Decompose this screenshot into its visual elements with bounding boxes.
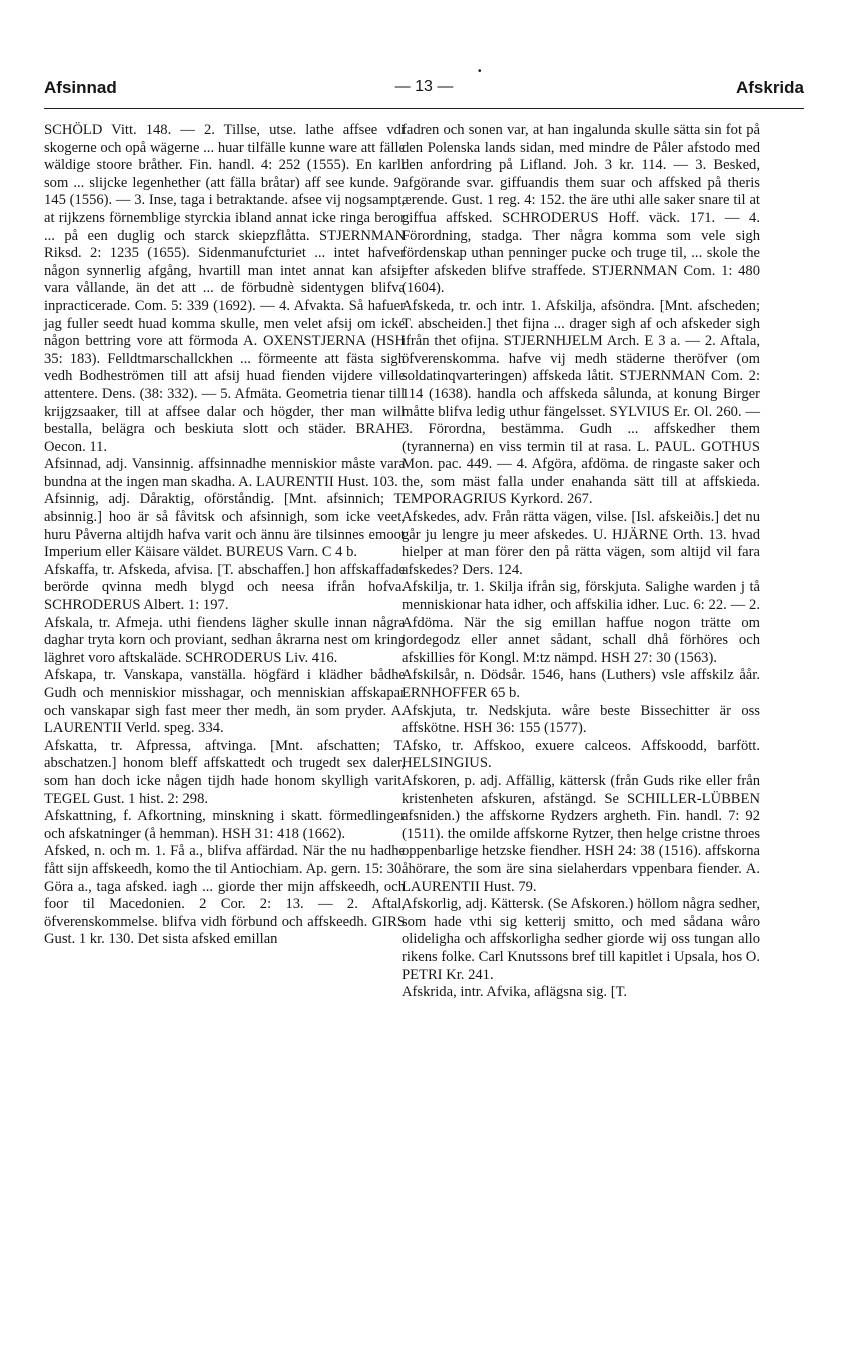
entry-afskala: Afskala, tr. Afmeja. uthi fiendens lägher skulle innan några daghar tryta korn och proviant, sedhan åkrarna nest om kring läghret voro aftskaläde. SCHRODERUS Liv. 416. xyxy=(44,614,405,666)
page-header xyxy=(44,66,804,100)
entry-afsked: Afsked, n. och m. 1. Få a., blifva affärdad. När the nu hadhe fått sijn affskeedh, komo the til Antiochiam. Ap. gern. 15: 30. Göra a., taga afsked. iagh ... giorde ther mijn affskeedh, och foor til Macedonien. 2 Cor. 2: 13. — 2. Aftal, öfverenskommelse. blifva vidh förbund och affskeedh. GIRS Gust. 1 kr. 130. Det sista afsked emillan xyxy=(44,843,405,948)
entry-afskattning: Afskattning, f. Afkortning, minskning i skatt. förmedlinger och afskatninger (å hemman). HSH 31: 418 (1662). xyxy=(44,808,405,842)
left-column xyxy=(44,122,405,949)
entry-afskaffa: Afskaffa, tr. Afskeda, afvisa. [T. abschaffen.] hon affskaffade berörde qvinna medh blygd och neesa ifrån hofva. SCHRODERUS Albert. 1: 197. xyxy=(44,561,405,614)
entry-afskoren: Afskoren, p. adj. Affällig, kättersk (från Guds rike eller från kristenheten afskuren, afstängd. Se SCHILLER-LÜBBEN afsniden.) the affskorne Rydzers argheth. Fin. handl. 7: 92 (1511). the omilde affskorne Rytzer, then helge cristne throes oppenbarlige hetzske fiendher. HSH 24: 38 (1516). affskorna åhörare, the som äre sina sielaherdars vppenbara fiender. A. LAURENTII Hust. 79. xyxy=(402,772,760,895)
entry-continuation: SCHÖLD Vitt. 148. — 2. Tillse, utse. lathe affsee vdi skogerne och opå wägerne ... huar tilfälle kunne ware att fälle wäldige stoore bråther. Fin. handl. 4: 252 (1555). En karll som ... slijcke legenhether (att fälla bråtar) aff see kunde. 9: 145 (1556). — 3. Inse, taga i betraktande. afsee vij nogsampt, at rijkzens förnemblige styrckia ibland annat icke ringa beror ... på een duglig och starck skiepzflåtta. STJERNMAN Riksd. 2: 1235 (1655). Sidenmanufcturiet ... intet hafver någon synnerlig afgång, hvartill man intet annat kan afsij vara vållande, än det att ... de förbudnè sidentygen blifva inpracticerade. Com. 5: 339 (1692). — 4. Afvakta. Så hafuer jag fuller seedt huad komma skulle, men velet afsij om icke någon bettring vore att förmoda A. OXENSTJERNA (HSH 35: 183). Felldtmarschallckhen ... förmeente att fästa sigh vedh Bodheströmen till att afsij huad fienden vijdere ville attentere. Dens. (38: 332). — 5. Afmäta. Geometria tienar till krijgzsaaker, till at affsee dalar och högder, ther man will bestalla, belägra och beskiuta slott och städer. BRAHE Oecon. 11. xyxy=(44,122,405,455)
entry-afskeda: Afskeda, tr. och intr. 1. Afskilja, afsöndra. [Mnt. afscheden; T. abscheiden.] thet fijna ... drager sigh af och afskeder sigh ifrån thet ofijna. STJERNHJELM Arch. E 3 a. — 2. Aftala, öfverenskomma. hafve vij medh städerne theröfver (om soldatinqvarteringen) affskeda låtit. STJERNMAN Com. 2: 114 (1638). handla och affskeda sålunda, at konung Birger måtte blifva ledig uthur fängelsset. SYLVIUS Er. Ol. 260. — 3. Förordna, bestämma. Gudh ... affskedher them (tyrannerna) en viss termin til at rasa. L. PAUL. GOTHUS Mon. pac. 449. — 4. Afgöra, afdöma. de ringaste saker och the, som mäst falla under enahanda sätt till at affskieda. EMPORAGRIUS Kyrkord. 267. xyxy=(402,297,760,508)
header-left-word: Afsinnad xyxy=(44,78,117,97)
entry-afskatta: Afskatta, tr. Afpressa, aftvinga. [Mnt. afschatten; T. abschatzen.] honom bleff affskattedt och trugedt sex daler, som han doch icke någen tijdh hade honom skylligh varit. TEGEL Gust. 1 hist. 2: 298. xyxy=(44,737,405,807)
page-number: — 13 — xyxy=(394,78,454,95)
entry-afskedes: Afskedes, adv. Från rätta vägen, vilse. [Isl. afskeiðis.] det nu går ju lengre ju meer afskedes. U. HJÄRNE Orth. 13. hvad hielper at man förer den på rätta vägen, som altijd vil fara afskedes? Ders. 124. xyxy=(402,509,760,578)
header-right-word: Afskrida xyxy=(735,78,804,97)
entry-afsinnad: Afsinnad, adj. Vansinnig. affsinnadhe menniskior måste vara bundna at the ingen man skadha. A. LAURENTII Hust. 103. xyxy=(44,456,405,490)
entry-afskorlig: Afskorlig, adj. Kättersk. (Se Afskoren.) höllom några sedher, som hade vthi sig ketterij smitto, och med sådana wåro olidelighа och affskorligha sedher giorde wij oss tungan allo rikens folke. Carl Knutssons bref till kapitlet i Upsala, hos O. PETRI Kr. 241. xyxy=(402,896,760,983)
right-column xyxy=(402,122,760,1002)
entry-afskapa: Afskapa, tr. Vanskapa, vanställa. högfärd i klädher bådhe Gudh och menniskior misshagar, och menniskian affskapar och vanskapar sigh fast meer ther medh, än som pryder. A. LAURENTII Verld. speg. 334. xyxy=(44,667,405,737)
entry-afsinnig: Afsinnig, adj. Dåraktig, oförståndig. [Mnt. afsinnich; T. absinnig.] hoo är så fåvitsk och afsinnigh, som icke veet, huru Påverna altijdh hafva varit och ännu äre tilsinnes emoot Imperium eller Käisare väldet. BUREUS Varn. C 4 b. xyxy=(44,491,405,561)
entry-afsked-continued: fadren och sonen var, at han ingalunda skulle sätta sin fot på den Polenska lands sidan, med mindre de Påler afstodo med den anfordring på Lifland. Joh. 3 kr. 114. — 3. Besked, afgörande svar. giffuandis them suar och affsked på theris ærende. Gust. 1 reg. 4: 152. the äre uthi alle saker snare til at giffua affsked. SCHRODERUS Hoff. väck. 171. — 4. Förordning, stadga. Ther några komma som vele sigh fördenskap uthan penninger pucke och truge til, ... skole the efter afskeden blifve straffede. STJERNMAN Com. 1: 480 (1604). xyxy=(402,122,760,297)
entry-afskilsar: Afskilsår, n. Dödsår. 1546, hans (Luthers) vsle affskilz åår. ERNHOFFER 65 b. xyxy=(402,667,760,701)
entry-afsko: Afsko, tr. Affskoo, exuere calceos. Affskoodd, barfött. HELSINGIUS. xyxy=(402,737,760,772)
header-mark: • xyxy=(478,66,482,77)
entry-afskilja: Afskilja, tr. 1. Skilja ifrån sig, förskjuta. Salighe warden j tå menniskionar hata idher, och affskilia idher. Luc. 6: 22. — 2. Afdöma. När the sig emillan haffue nogon trätte om jordegodz eller annet sådant, schall dhå förhöres och afskillies för Kongl. M:tz nämpd. HSH 27: 30 (1563). xyxy=(402,579,760,666)
header-rule xyxy=(44,108,804,109)
entry-afskrida: Afskrida, intr. Afvika, aflägsna sig. [T. xyxy=(402,984,628,1001)
entry-afskjuta: Afskjuta, tr. Nedskjuta. wåre beste Bissechitter är oss affskötne. HSH 36: 155 (1577). xyxy=(402,702,760,737)
